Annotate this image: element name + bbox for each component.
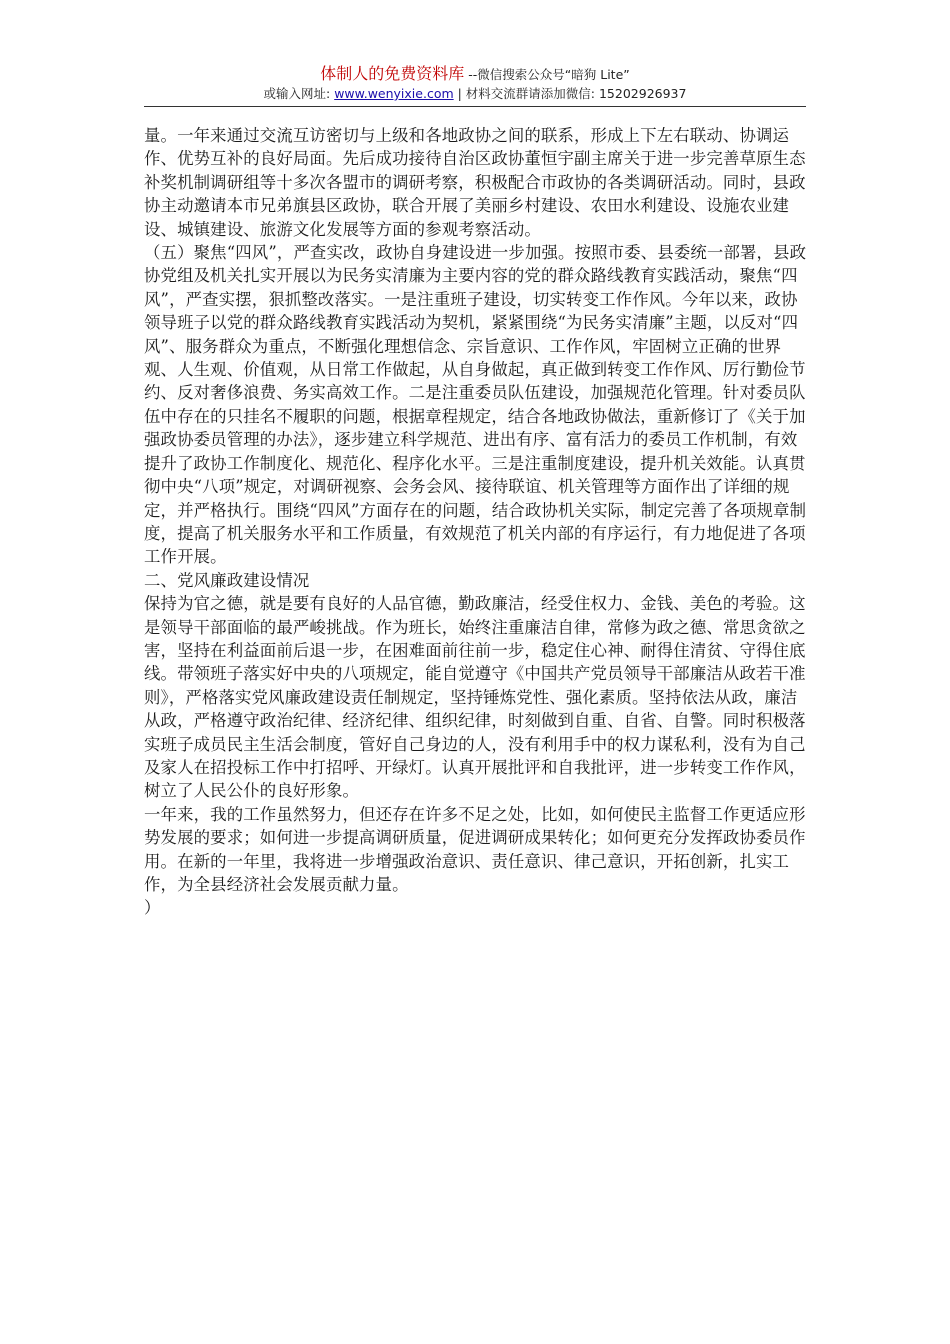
paragraph: 一年来，我的工作虽然努力，但还存在许多不足之处，比如，如何使民主监督工作更适应形势发展的要求；如何进一步提高调研质量，促进调研成果转化；如何更充分发挥政协委员作用。在新的一年里，我将进一步增强政治意识、责任意识、律己意识，开拓创新，扎实工作，为全县经济社会发展贡献力量。 (144, 804, 806, 894)
website-link[interactable]: www.wenyixie.com (334, 86, 454, 101)
paragraph: 量。一年来通过交流互访密切与上级和各地政协之间的联系，形成上下左右联动、协调运作、优势互补的良好局面。先后成功接待自治区政协董恒宇副主席关于进一步完善草原生态补奖机制调研组等十多次各盟市的调研考察，积极配合市政协的各类调研活动。同时，县政协主动邀请本市兄弟旗县区政协，联合开展了美丽乡村建设、农田水利建设、设施农业建设、城镇建设、旅游文化发展等方面的参观考察活动。 (144, 126, 806, 239)
header-title: 体制人的免费资料库 (320, 64, 465, 83)
header-subtitle: --微信搜索公众号“暗狗 Lite” (464, 67, 630, 82)
paragraph: ） (144, 898, 161, 918)
document-body (144, 124, 810, 920)
header-url-prefix: 或输入网址: (263, 86, 335, 101)
header-contact-line (144, 85, 806, 103)
header-title-line (144, 64, 806, 85)
paragraph: （五）聚焦“四风”，严查实改，政协自身建设进一步加强。按照市委、县委统一部署，县政协党组及机关扎实开展以为民务实清廉为主要内容的党的群众路线教育实践活动，聚焦“四风”，严查实摆，狠抓整改落实。一是注重班子建设，切实转变工作作风。今年以来，政协领导班子以党的群众路线教育实践活动为契机，紧紧围绕“为民务实清廉”主题，以反对“四风”、服务群众为重点，不断强化理想信念、宗旨意识、工作作风，牢固树立正确的世界观、人生观、价值观，从日常工作做起，从自身做起，真正做到转变工作作风、厉行勤俭节约、反对奢侈浪费、务实高效工作。二是注重委员队伍建设，加强规范化管理。针对委员队伍中存在的只挂名不履职的问题，根据章程规定，结合各地政协做法，重新修订了《关于加强政协委员管理的办法》，逐步建立科学规范、进出有序、富有活力的委员工作机制，有效提升了政协工作制度化、规范化、程序化水平。三是注重制度建设，提升机关效能。认真贯彻中央“八项”规定，对调研视察、会务会风、接待联谊、机关管理等方面作出了详细的规定，并严格执行。围绕“四风”方面存在的问题，结合政协机关实际，制定完善了各项规章制度，提高了机关服务水平和工作质量，有效规范了机关内部的有序运行，有力地促进了各项工作开展。 (144, 243, 807, 567)
header-divider (144, 106, 806, 107)
section-heading: 二、党风廉政建设情况 (144, 570, 310, 590)
header-contact: | 材料交流群请添加微信: 15202926937 (453, 86, 687, 101)
page-header (144, 64, 806, 103)
paragraph: 保持为官之德，就是要有良好的人品官德，勤政廉洁，经受住权力、金钱、美色的考验。这是领导干部面临的最严峻挑战。作为班长，始终注重廉洁自律，常修为政之德、常思贪欲之害，坚持在利益面前后退一步，在困难面前往前一步，稳定住心神、耐得住清贫、守得住底线。带领班子落实好中央的八项规定，能自觉遵守《中国共产党员领导干部廉洁从政若干准则》，严格落实党风廉政建设责任制规定，坚持锤炼党性、强化素质。坚持依法从政，廉洁从政，严格遵守政治纪律、经济纪律、组织纪律，时刻做到自重、自省、自警。同时积极落实班子成员民主生活会制度，管好自己身边的人，没有利用手中的权力谋私利，没有为自己及家人在招投标工作中打招呼、开绿灯。认真开展批评和自我批评，进一步转变工作作风，树立了人民公仆的良好形象。 (144, 594, 806, 801)
